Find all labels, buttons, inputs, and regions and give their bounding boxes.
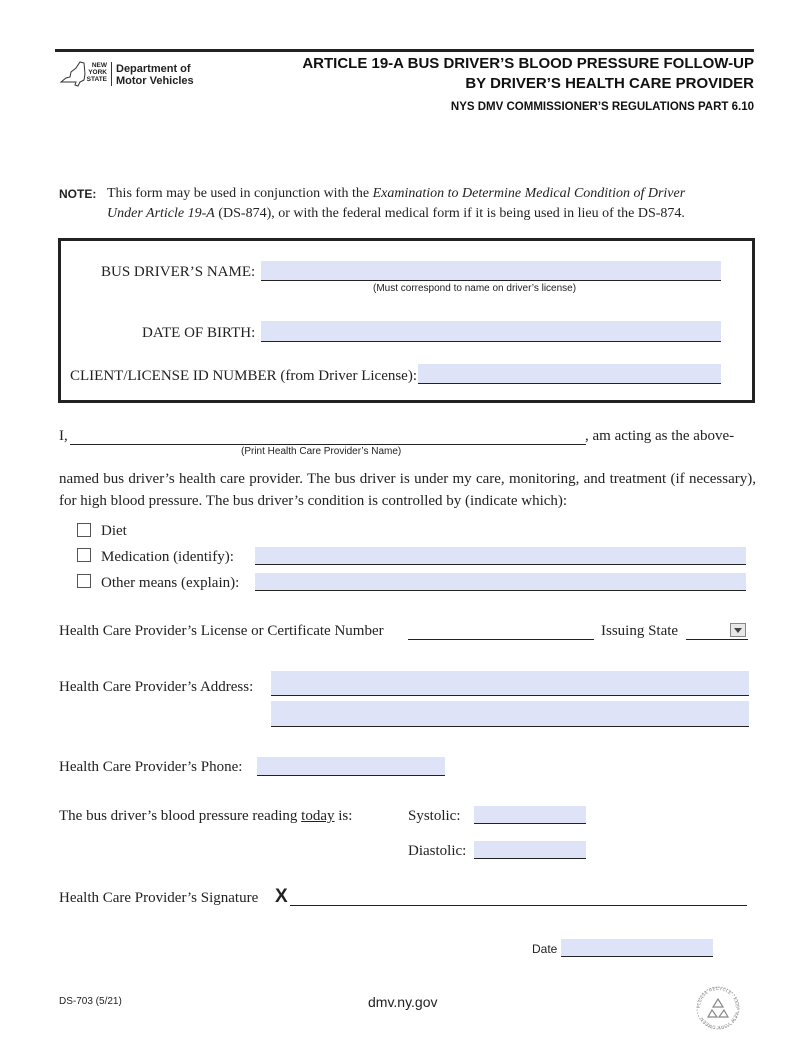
blood-pressure-lead (59, 808, 352, 825)
date-of-birth-field[interactable] (261, 321, 721, 342)
date-field[interactable] (561, 939, 713, 957)
diet-label: Diet (101, 523, 127, 539)
diastolic-field[interactable] (474, 841, 586, 859)
provider-name-hint: (Print Health Care Provider’s Name) (241, 446, 402, 457)
diet-checkbox[interactable] (77, 523, 91, 537)
provider-phone-label: Health Care Provider’s Phone: (59, 759, 243, 775)
signature-field[interactable] (290, 889, 747, 906)
form-subtitle: NYS DMV COMMISSIONER’S REGULATIONS PART 6.10 (450, 101, 754, 113)
signature-x-mark: X (275, 886, 288, 907)
other-means-checkbox[interactable] (77, 574, 91, 588)
bus-driver-name-label: BUS DRIVER’S NAME: (101, 264, 256, 280)
other-means-label: Other means (explain): (101, 575, 240, 591)
client-license-id-label: CLIENT/LICENSE ID NUMBER (from Driver License): (70, 368, 418, 384)
note-text: This form may be used in conjunction with the (107, 186, 373, 201)
logo-dept-text: Department of Motor Vehicles (116, 63, 194, 87)
note-article-ref: Under Article 19-A (107, 206, 215, 221)
date-of-birth-label: DATE OF BIRTH: (142, 325, 256, 341)
note-line2 (107, 206, 685, 222)
provider-statement-prefix: I, (59, 428, 68, 444)
issuing-state-label: Issuing State (601, 623, 679, 639)
systolic-field[interactable] (474, 806, 586, 824)
systolic-label: Systolic: (408, 808, 461, 824)
provider-license-field[interactable] (408, 622, 594, 640)
form-title-line1: ARTICLE 19-A BUS DRIVER’S BLOOD PRESSURE FOLLOW-UP (302, 55, 754, 72)
medication-label: Medication (identify): (101, 549, 234, 565)
note-text-continued: (DS-874), or with the federal medical form if it is being used in lieu of the DS-874. (214, 206, 685, 221)
logo-divider (111, 62, 112, 86)
other-means-field[interactable] (255, 573, 746, 591)
provider-statement-suffix: , am acting as the above- (585, 428, 735, 444)
note-form-title: Examination to Determine Medical Condition of Driver (372, 186, 686, 201)
logo-state-text: NEW YORK STATE (86, 62, 107, 83)
form-title-line2: BY DRIVER’S HEALTH CARE PROVIDER (465, 75, 754, 92)
bus-driver-name-field[interactable] (261, 261, 721, 281)
provider-address-line1-field[interactable] (271, 671, 749, 696)
diastolic-label: Diastolic: (408, 843, 467, 859)
client-license-id-field[interactable] (418, 364, 721, 384)
header-rule (55, 49, 754, 52)
signature-label: Health Care Provider’s Signature (59, 890, 259, 906)
form-id: DS-703 (5/21) (59, 996, 122, 1007)
blood-pressure-lead-text: The bus driver’s blood pressure reading (59, 808, 302, 824)
provider-license-label: Health Care Provider’s License or Certificate Number (59, 623, 384, 639)
issuing-state-select[interactable] (686, 622, 748, 640)
provider-address-label: Health Care Provider’s Address: (59, 679, 254, 695)
bus-driver-name-hint: (Must correspond to name on driver’s license) (373, 283, 577, 294)
medication-checkbox[interactable] (77, 548, 91, 562)
provider-address-line2-field[interactable] (271, 701, 749, 727)
ny-state-outline-icon (58, 60, 88, 90)
note-line1 (107, 186, 685, 202)
medication-field[interactable] (255, 547, 746, 565)
recycle-seal (695, 985, 741, 1031)
seal-text: PLEASE RECYCLE · KEEP NEW YORK GREEN (695, 985, 741, 1031)
footer-url: dmv.ny.gov (368, 994, 438, 1010)
note-label: NOTE: (59, 187, 97, 201)
provider-phone-field[interactable] (257, 757, 445, 776)
dropdown-arrow-icon[interactable] (730, 623, 746, 637)
date-label: Date (532, 942, 558, 956)
blood-pressure-today: today (301, 808, 335, 824)
provider-name-field[interactable] (70, 426, 586, 445)
blood-pressure-lead-end: is: (334, 808, 353, 824)
recycle-icon (695, 985, 741, 1031)
dmv-logo (58, 60, 208, 90)
svg-text:PLEASE RECYCLE · KEEP NEW YORK (696, 986, 740, 1030)
provider-statement-paragraph: named bus driver’s health care provider. The bus driver is under my care, monitoring, and treatment (if necessary), for high blood pressure. The bus driver’s condition is controlled by (indicate which): (59, 471, 756, 509)
